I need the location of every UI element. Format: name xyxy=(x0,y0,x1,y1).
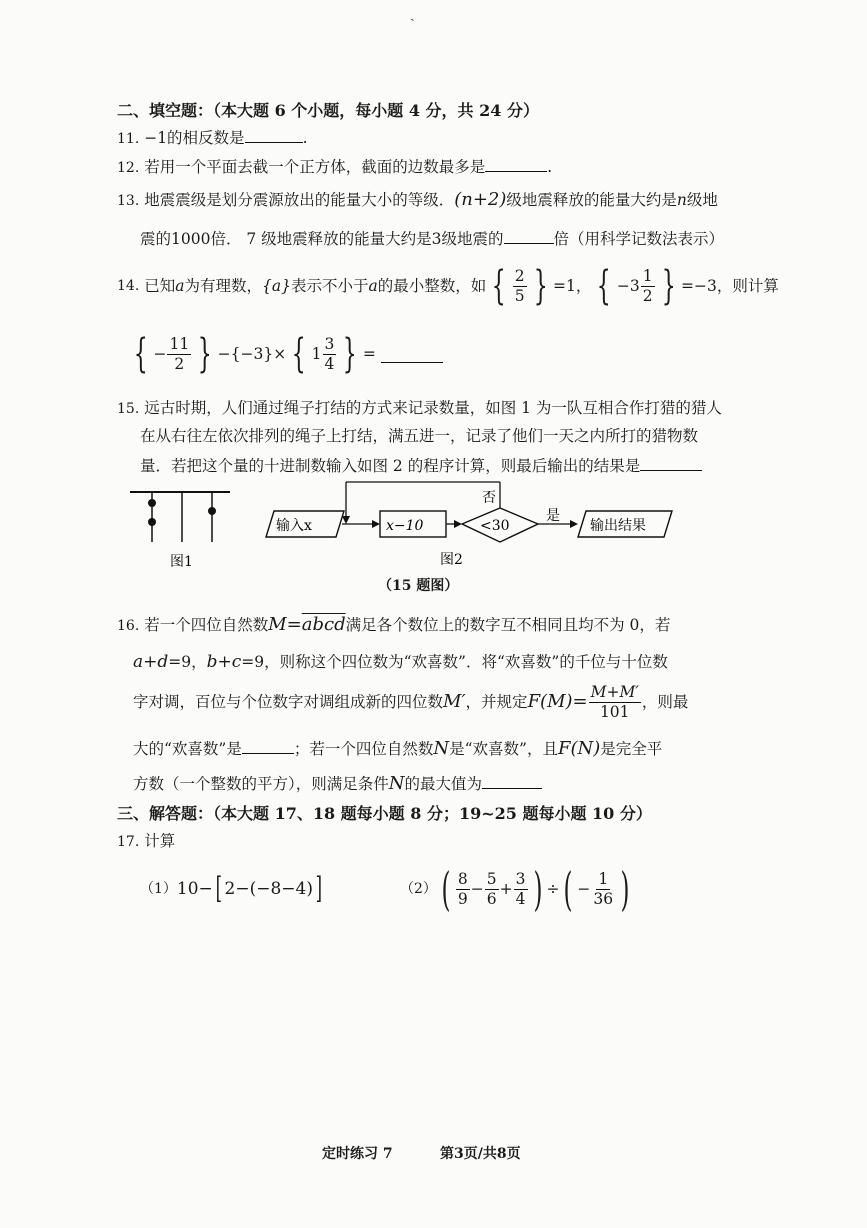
question-11 xyxy=(117,126,308,150)
math-expression: − xyxy=(153,345,167,363)
operation-label: x−10 xyxy=(386,518,424,534)
fraction: $\frac{3}{4}$ xyxy=(515,869,526,908)
math-expression: = xyxy=(286,614,302,635)
answer-blank[interactable] xyxy=(242,737,294,754)
question-text: 为有理数， xyxy=(184,277,262,295)
question-16-line-2 xyxy=(133,651,668,673)
right-paren: ) xyxy=(620,862,630,916)
left-brace: { xyxy=(597,263,612,309)
math-variable: M xyxy=(268,614,287,635)
answer-blank[interactable] xyxy=(482,772,542,789)
question-tail: . xyxy=(547,158,553,176)
part-label: （1） xyxy=(140,881,177,897)
question-number: 16. xyxy=(117,618,140,634)
question-text: 方数（一个整数的平方），则满足条件 xyxy=(133,775,389,793)
left-paren: ( xyxy=(563,862,573,916)
math-expression: (n+2) xyxy=(454,189,507,210)
math-expression: 2−(−8−4) xyxy=(224,879,313,899)
question-text: 是完全平 xyxy=(600,740,663,758)
fraction: $\frac{2}{5}$ xyxy=(514,266,525,305)
yes-label: 是 xyxy=(546,508,560,524)
question-16-line-4 xyxy=(133,737,662,760)
right-brace: } xyxy=(197,331,212,377)
math-expression: =9， xyxy=(168,653,207,671)
question-text: ；若一个四位自然数 xyxy=(293,740,434,758)
question-12 xyxy=(117,155,552,179)
question-text: 地震震级是划分震源放出的能量大小的等级． xyxy=(144,191,455,209)
fraction: $\frac{3}{4}$ xyxy=(324,334,335,373)
question-text: 的最小整数，如 xyxy=(377,277,487,295)
fraction: $\frac{5}{6}$ xyxy=(486,869,497,908)
figure-1-label: 图1 xyxy=(170,554,193,570)
question-text: 的最大值为 xyxy=(404,775,483,793)
fraction: $\frac{1}{36}$ xyxy=(593,869,614,908)
question-15-line-2: 在从右往左依次排列的绳子上打结，满五进一，记录了他们一天之内所打的猎物数 xyxy=(140,427,699,445)
question-text: ，则最 xyxy=(641,693,689,711)
question-15-line-3 xyxy=(140,454,702,477)
math-expression: 10− xyxy=(176,879,213,899)
left-brace: { xyxy=(133,331,148,377)
math-expression: F(N) xyxy=(557,738,601,759)
question-14-line-1 xyxy=(117,264,779,308)
knot xyxy=(148,499,156,507)
figure-2-flowchart xyxy=(260,478,680,574)
footer-page-number: 第3页/共8页 xyxy=(440,1146,521,1162)
question-text: 大的“欢喜数”是 xyxy=(133,740,242,758)
question-text: 是“欢喜数”，且 xyxy=(449,740,558,758)
section-heading-solutions: 三、解答题：（本大题 17、18 题每小题 8 分；19~25 题每小题 10 分） xyxy=(117,804,652,823)
question-text: 字对调，百位与个位数字对调组成新的四位数 xyxy=(133,693,444,711)
question-17-part-2: （2） ( $\frac{8}{9}$ − $\frac{5}{6}$ + $\frac{3}{4}$ ) ÷ ( − $\frac{1}{36}$ ) xyxy=(400,862,630,916)
arrow-head xyxy=(372,520,380,528)
part-label: （2） xyxy=(400,881,437,897)
math-expression: b+c xyxy=(206,652,242,672)
question-text: 震的1000倍． 7 级地震释放的能量大约是3级地震的 xyxy=(140,230,504,248)
math-expression: {a} xyxy=(261,277,291,295)
question-text: 满足各个数位上的数字互不相同且均不为 0，若 xyxy=(345,616,671,634)
right-brace: } xyxy=(661,263,676,309)
question-text: 表示不小于 xyxy=(290,277,369,295)
output-label: 输出结果 xyxy=(590,518,646,534)
figure-2-label: 图2 xyxy=(440,552,463,568)
math-expression: =1， xyxy=(553,277,592,295)
condition-label: <30 xyxy=(480,518,510,534)
math-variable: a xyxy=(368,277,378,295)
math-variable: M′ xyxy=(443,691,466,712)
fraction: $\frac{1}{2}$ xyxy=(642,266,653,305)
answer-blank[interactable] xyxy=(245,126,303,143)
question-text: 量．若把这个量的十进制数输入如图 2 的程序计算，则最后输出的结果是 xyxy=(140,457,641,475)
section-heading-fill-in: 二、填空题：（本大题 6 个小题，每小题 4 分，共 24 分） xyxy=(117,101,539,120)
question-13-line-2 xyxy=(140,227,724,250)
right-bracket: ] xyxy=(315,871,323,906)
question-number: 13. xyxy=(117,193,140,209)
question-16-line-5 xyxy=(133,772,542,795)
question-14-line-2 xyxy=(128,330,443,378)
question-text: 计算 xyxy=(144,832,176,850)
math-expression: −{−3}× xyxy=(217,345,287,363)
question-number: 14. xyxy=(117,278,140,294)
question-text: 已知 xyxy=(144,277,176,295)
question-16-line-3 xyxy=(133,680,688,724)
question-15-line-1 xyxy=(117,397,722,420)
knot xyxy=(208,507,216,515)
footer-left: 定时练习 7 xyxy=(322,1146,393,1162)
math-operator: ÷ xyxy=(546,880,560,898)
question-text: 若用一个平面去截一个正方体，截面的边数最多是 xyxy=(144,158,486,176)
fraction: $\frac{11}{2}$ xyxy=(169,334,190,373)
math-expression: a+d xyxy=(133,652,169,672)
answer-blank[interactable] xyxy=(504,227,554,244)
question-number: 15. xyxy=(117,401,140,417)
fraction: $\frac{8}{9}$ xyxy=(457,869,468,908)
question-text: =9，则称这个四位数为“欢喜数”．将“欢喜数”的千位与十位数 xyxy=(241,653,668,671)
right-brace: } xyxy=(343,331,358,377)
math-overline-number: abcd xyxy=(301,614,346,635)
left-paren: ( xyxy=(441,862,451,916)
figure-caption: （15 题图） xyxy=(378,578,459,594)
fraction: $\frac{M+M'}{101}$ xyxy=(590,682,639,721)
question-17-part-1 xyxy=(140,866,325,912)
right-paren: ) xyxy=(532,862,542,916)
question-16-line-1 xyxy=(117,614,670,637)
answer-blank[interactable] xyxy=(485,155,547,172)
math-variable: N xyxy=(388,773,405,794)
question-text: 级地 xyxy=(686,191,718,209)
math-expression: = xyxy=(362,345,376,363)
math-variable: a xyxy=(175,277,185,295)
scan-mark: ˎ xyxy=(410,6,415,22)
math-expression: F(M)= xyxy=(527,691,588,712)
question-text: ，并规定 xyxy=(465,693,528,711)
knot xyxy=(148,518,156,526)
right-brace: } xyxy=(533,263,548,309)
question-number: 12. xyxy=(117,160,140,176)
math-variable: N xyxy=(433,738,450,759)
left-brace: { xyxy=(491,263,506,309)
math-variable: n xyxy=(676,191,687,209)
question-text: −1的相反数是 xyxy=(144,129,245,147)
question-13-line-1 xyxy=(117,189,718,212)
figure-1-ropes xyxy=(128,484,238,574)
left-brace: { xyxy=(291,331,306,377)
question-text: =−3，则计算 xyxy=(681,277,779,295)
math-expression: −3 xyxy=(616,277,640,295)
question-text: 级地震释放的能量大约是 xyxy=(506,191,677,209)
math-expression: 1 xyxy=(311,345,322,363)
left-bracket: [ xyxy=(215,871,222,906)
question-text: 远古时期，人们通过绳子打结的方式来记录数量，如图 1 为一队互相合作打猎的猎人 xyxy=(144,399,722,417)
question-number: 11. xyxy=(117,131,140,147)
no-label: 否 xyxy=(482,490,496,506)
answer-blank[interactable] xyxy=(381,346,443,363)
question-text: 倍（用科学记数法表示） xyxy=(553,230,725,248)
question-text: 若一个四位自然数 xyxy=(144,616,269,634)
question-17 xyxy=(117,830,175,853)
question-tail: . xyxy=(302,129,308,147)
answer-blank[interactable] xyxy=(640,454,702,471)
input-label: 输入x xyxy=(276,518,312,534)
question-number: 17. xyxy=(117,834,140,850)
